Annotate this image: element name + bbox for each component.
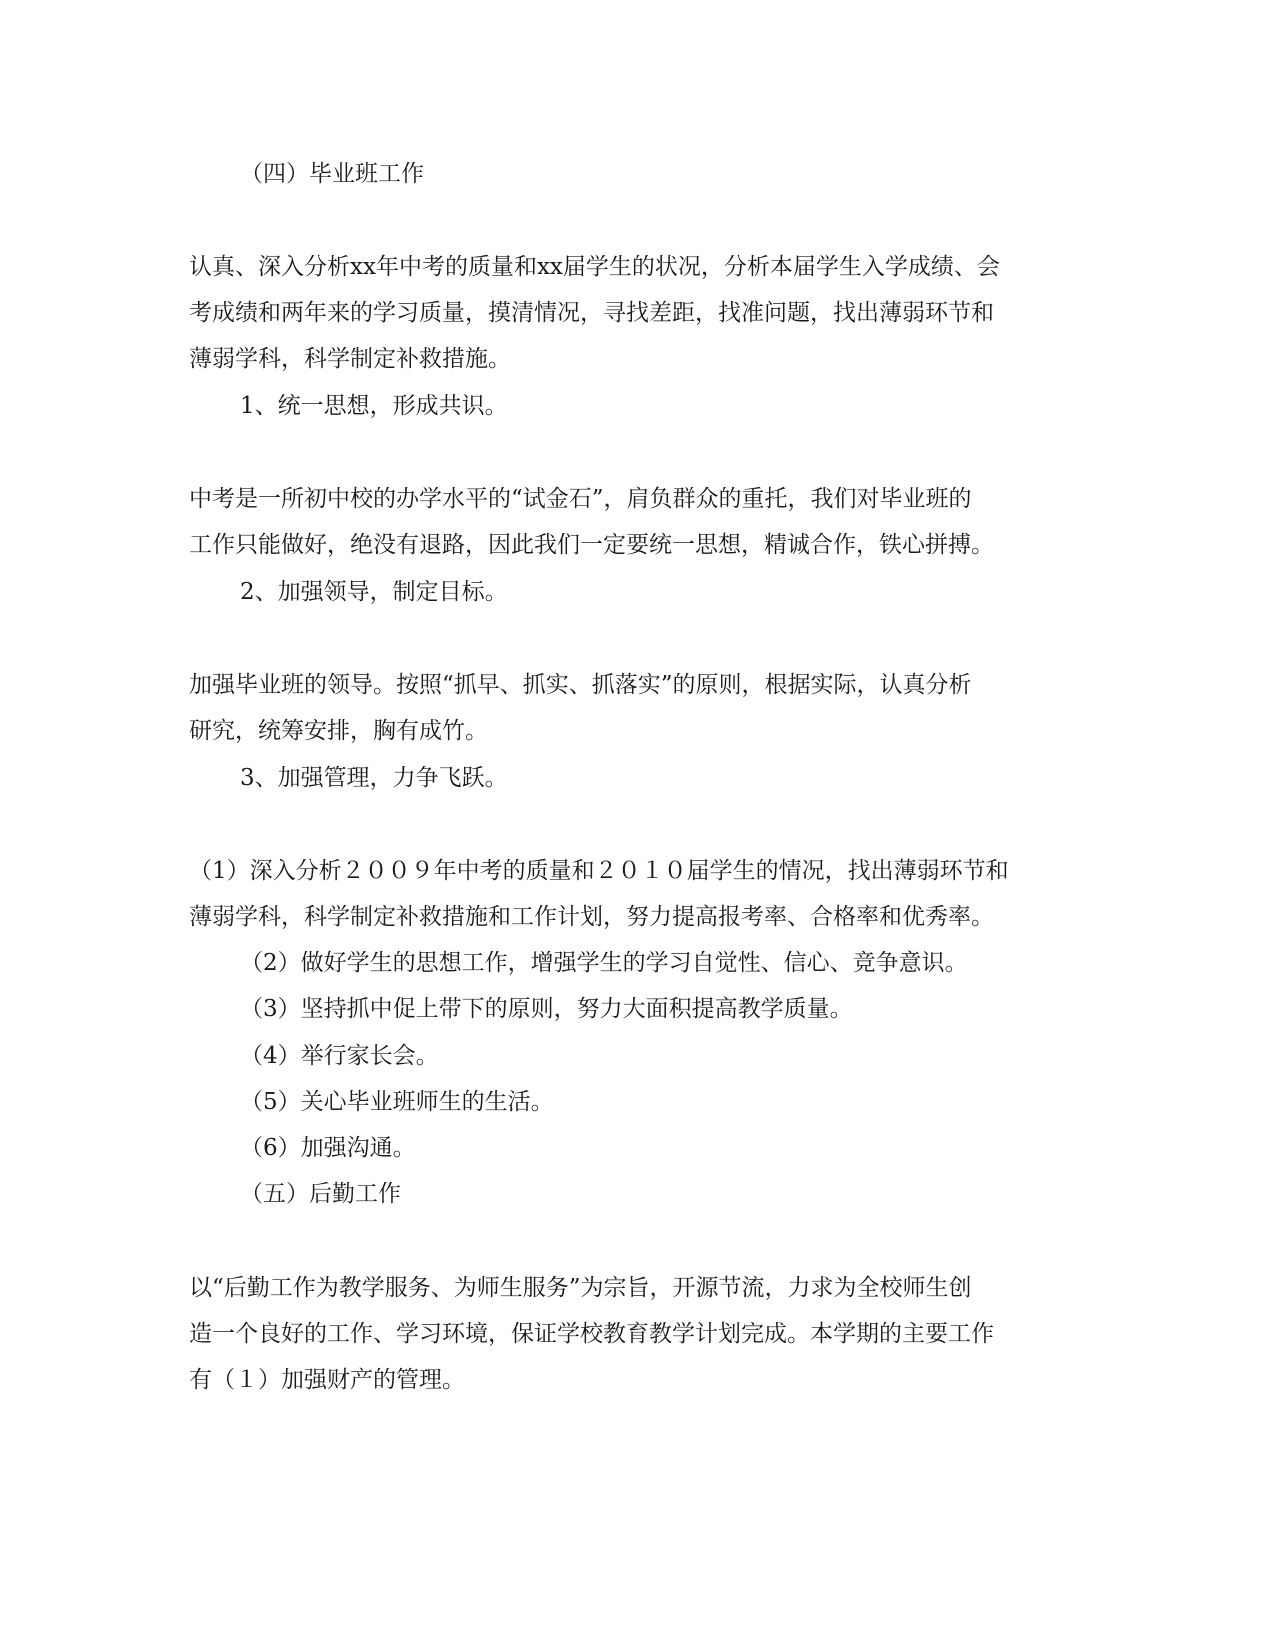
list-item: （3）坚持抓中促上带下的原则，努力大面积提高教学质量。 [240, 996, 853, 1022]
list-item-heading: 1、统一思想，形成共识。 [240, 393, 508, 419]
section-heading-graduating-class: （四）毕业班工作 [240, 161, 424, 187]
section-heading-logistics: （五）后勤工作 [240, 1181, 401, 1207]
paragraph-line: 造一个良好的工作、学习环境，保证学校教育教学计划完成。本学期的主要工作 [189, 1321, 994, 1347]
paragraph-line: （1）深入分析２００９年中考的质量和２０１０届学生的情况，找出薄弱环节和 [189, 858, 1009, 884]
paragraph-line: 考成绩和两年来的学习质量，摸清情况，寻找差距，找准问题，找出薄弱环节和 [189, 300, 994, 326]
paragraph-line: 以“后勤工作为教学服务、为师生服务”为宗旨，开源节流，力求为全校师生创 [189, 1275, 972, 1301]
paragraph-line: 加强毕业班的领导。按照“抓早、抓实、抓落实”的原则，根据实际，认真分析 [189, 672, 972, 698]
list-item: （6）加强沟通。 [240, 1135, 416, 1161]
paragraph-line: 薄弱学科，科学制定补救措施和工作计划，努力提高报考率、合格率和优秀率。 [189, 904, 994, 930]
paragraph-line: 认真、深入分析xx年中考的质量和xx届学生的状况，分析本届学生入学成绩、会 [189, 254, 1000, 280]
paragraph-line: 薄弱学科，科学制定补救措施。 [189, 346, 511, 372]
list-item-heading: 3、加强管理，力争飞跃。 [240, 765, 508, 791]
paragraph-line: 有（１）加强财产的管理。 [189, 1367, 465, 1393]
paragraph-line: 中考是一所初中校的办学水平的“试金石”，肩负群众的重托，我们对毕业班的 [189, 486, 972, 512]
list-item: （5）关心毕业班师生的生活。 [240, 1089, 554, 1115]
paragraph-line: 研究，统筹安排，胸有成竹。 [189, 718, 488, 744]
list-item: （4）举行家长会。 [240, 1043, 439, 1069]
list-item: （2）做好学生的思想工作，增强学生的学习自觉性、信心、竞争意识。 [240, 950, 968, 976]
list-item-heading: 2、加强领导，制定目标。 [240, 579, 508, 605]
paragraph-line: 工作只能做好，绝没有退路，因此我们一定要统一思想，精诚合作，铁心拼搏。 [189, 532, 994, 558]
